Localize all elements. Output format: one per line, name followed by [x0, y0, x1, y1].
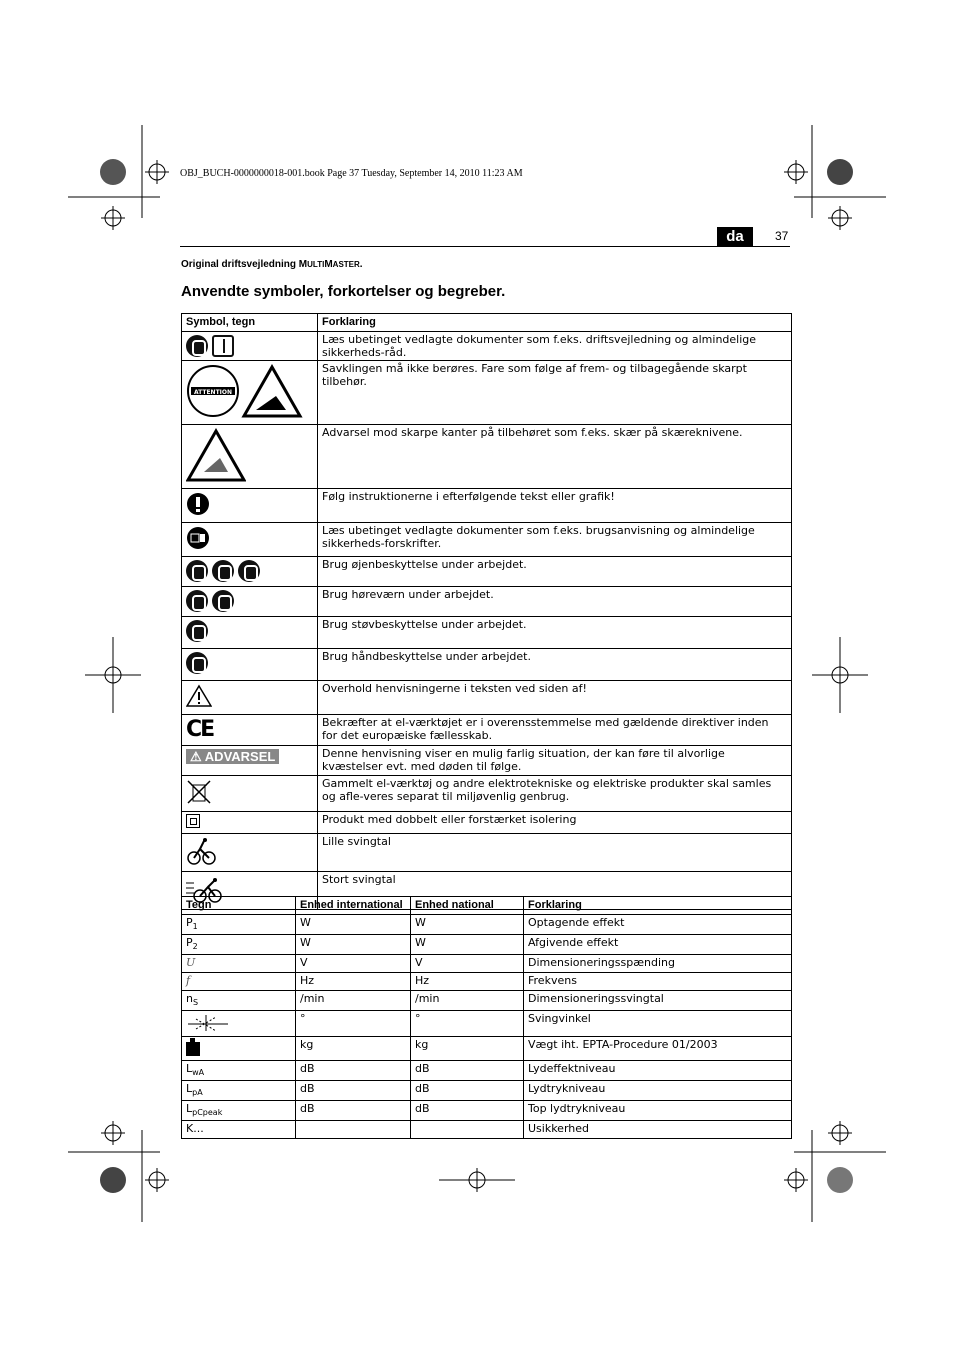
table-row: [182, 935, 792, 955]
table-header-row: [182, 897, 792, 915]
unit-national: W: [411, 935, 524, 955]
table-row: [182, 1011, 792, 1037]
symbol-subscript: 1: [192, 922, 198, 931]
symbol-subscript: 2: [192, 942, 198, 951]
language-badge: da: [717, 227, 753, 247]
column-header: Enhed national: [411, 897, 524, 915]
table-row: [182, 1061, 792, 1081]
svg-text:ATTENTION: ATTENTION: [193, 389, 233, 396]
unit-national: /min: [411, 991, 524, 1011]
brand-part: M: [324, 259, 333, 270]
explanation-cell: Læs ubetinget vedlagte dokumenter som f.eks. brugsanvisning og almindelige sikkerheds-forskrifter.: [318, 523, 792, 557]
symbol-text: L: [186, 1082, 193, 1095]
unit-national: [411, 1121, 524, 1139]
table-row: [182, 1101, 792, 1121]
unit-national: dB: [411, 1101, 524, 1121]
symbol-text: L: [186, 1062, 193, 1075]
dust-protection-icon: [186, 620, 208, 642]
goggles-icon: [212, 560, 234, 582]
explanation-cell: Produkt med dobbelt eller forstærket isolering: [318, 812, 792, 834]
double-insulation-icon: [186, 814, 200, 828]
unit-national: kg: [411, 1037, 524, 1061]
column-header: Tegn: [182, 897, 296, 915]
symbols-table: [181, 313, 792, 910]
explanation-cell: Savklingen må ikke berøres. Fare som følge af frem- og tilbagegående skarpt tilbehør.: [318, 361, 792, 425]
swing-angle-icon: [186, 1012, 230, 1032]
symbol-cell: [182, 1011, 296, 1037]
unit-international: [296, 1121, 411, 1139]
weight-icon: [186, 1042, 200, 1056]
table-row: [182, 332, 792, 361]
hand-protection-icon: [186, 652, 208, 674]
document-title: [181, 259, 363, 270]
sharp-edges-warning-icon: [186, 428, 246, 482]
explanation-cell: Brug håndbeskyttelse under arbejdet.: [318, 649, 792, 681]
advarsel-label: ⚠ ADVARSEL: [186, 749, 279, 764]
unit-national: dB: [411, 1081, 524, 1101]
table-row: [182, 746, 792, 776]
small-oscillation-icon: [186, 837, 216, 865]
table-row: [182, 812, 792, 834]
explanation-cell: Dimensioneringssvingtal: [524, 991, 792, 1011]
table-row: [182, 489, 792, 523]
explanation-cell: Brug høreværn under arbejdet.: [318, 587, 792, 617]
unit-international: kg: [296, 1037, 411, 1061]
ear-muffs-icon: [212, 590, 234, 612]
unit-international: °: [296, 1011, 411, 1037]
doc-title-main: Original driftsvejledning: [181, 259, 299, 270]
symbol-text: P: [186, 916, 193, 929]
symbol-cell: [182, 1061, 296, 1081]
table-row: [182, 955, 792, 973]
table-row: [182, 587, 792, 617]
column-header: Forklaring: [524, 897, 792, 915]
symbol-text: n: [186, 992, 193, 1005]
explanation-cell: Følg instruktionerne i efterfølgende tekst eller grafik!: [318, 489, 792, 523]
doc-title-end: .: [359, 259, 363, 270]
unit-international: V: [296, 955, 411, 973]
ce-mark-icon: CE: [186, 717, 214, 742]
unit-international: dB: [296, 1061, 411, 1081]
header-rule: [180, 246, 790, 247]
unit-national: V: [411, 955, 524, 973]
symbol-cell: [182, 955, 296, 973]
ear-protection-icon: [186, 590, 313, 612]
table-row: [182, 1121, 792, 1139]
explanation-cell: Bekræfter at el-værktøjet er i overensstemmelse med gældende direktiver inden for det europæiske fællesskab.: [318, 715, 792, 746]
unit-international: dB: [296, 1081, 411, 1101]
symbol-text: P: [186, 936, 193, 949]
advarsel-text: ADVARSEL: [204, 749, 276, 764]
instruction-icon: [186, 492, 210, 516]
symbol-text: U: [186, 956, 196, 969]
column-header: Enhed international: [296, 897, 411, 915]
column-header: Forklaring: [318, 314, 792, 332]
explanation-cell: Top lydtrykniveau: [524, 1101, 792, 1121]
unit-international: dB: [296, 1101, 411, 1121]
symbol-subscript: S: [192, 998, 199, 1007]
ear-muffs-icon: [186, 590, 208, 612]
explanation-cell: Gammelt el-værktøj og andre elektrotekniske og elektriske produkter skal samles og afle-veres separat til miljøvenlig genbrug.: [318, 776, 792, 812]
symbol-cell: [182, 991, 296, 1011]
explanation-cell: Lille svingtal: [318, 834, 792, 872]
table-row: [182, 915, 792, 935]
eye-protection-icon: [186, 560, 313, 582]
symbol-cell: K...: [182, 1121, 296, 1139]
table-row: [182, 523, 792, 557]
table-row: [182, 834, 792, 872]
explanation-cell: Afgivende effekt: [524, 935, 792, 955]
brand-part: M: [298, 259, 308, 270]
read-manual-icon: [186, 335, 208, 357]
table-row: [182, 557, 792, 587]
table-row: [182, 617, 792, 649]
explanation-cell: Stort svingtal: [318, 872, 792, 910]
table-row: [182, 715, 792, 746]
table-row: [182, 361, 792, 425]
print-info-line: OBJ_BUCH-0000000018-001.book Page 37 Tuesday, September 14, 2010 11:23 AM: [180, 168, 523, 179]
units-table: [181, 896, 792, 1139]
unit-international: W: [296, 935, 411, 955]
book-icon: [212, 335, 234, 357]
brand-part: ULTI: [307, 260, 325, 269]
explanation-cell: Lydeffektniveau: [524, 1061, 792, 1081]
symbol-subscript: pCpeak: [192, 1108, 223, 1117]
page-number: 37: [775, 229, 789, 243]
goggles-icon: [238, 560, 260, 582]
explanation-cell: Optagende effekt: [524, 915, 792, 935]
table-row: [182, 1081, 792, 1101]
explanation-cell: Brug øjenbeskyttelse under arbejdet.: [318, 557, 792, 587]
unit-international: /min: [296, 991, 411, 1011]
blade-warning-icon: [186, 364, 304, 418]
symbol-cell: [182, 915, 296, 935]
unit-national: Hz: [411, 973, 524, 991]
unit-international: Hz: [296, 973, 411, 991]
explanation-cell: Brug støvbeskyttelse under arbejdet.: [318, 617, 792, 649]
symbol-subscript: wA: [192, 1068, 205, 1077]
unit-national: dB: [411, 1061, 524, 1081]
explanation-cell: Læs ubetinget vedlagte dokumenter som f.eks. driftsvejledning og almindelige sikkerheds-råd.: [318, 332, 792, 361]
symbol-cell: [182, 973, 296, 991]
symbol-text: L: [186, 1102, 193, 1115]
table-row: [182, 681, 792, 715]
symbol-cell: [182, 1101, 296, 1121]
explanation-cell: Frekvens: [524, 973, 792, 991]
warning-triangle-icon: [186, 684, 212, 708]
table-row: [182, 425, 792, 489]
unit-international: W: [296, 915, 411, 935]
goggles-icon: [186, 560, 208, 582]
column-header: Symbol, tegn: [182, 314, 318, 332]
explanation-cell: Svingvinkel: [524, 1011, 792, 1037]
table-header-row: [182, 314, 792, 332]
explanation-cell: Usikkerhed: [524, 1121, 792, 1139]
documents-icon: [186, 526, 210, 550]
table-row: [182, 649, 792, 681]
explanation-cell: Vægt iht. EPTA-Procedure 01/2003: [524, 1037, 792, 1061]
explanation-cell: Dimensioneringsspænding: [524, 955, 792, 973]
brand-part: ASTER: [332, 260, 360, 269]
unit-national: °: [411, 1011, 524, 1037]
table-row: [182, 991, 792, 1011]
explanation-cell: Lydtrykniveau: [524, 1081, 792, 1101]
symbol-subscript: pA: [192, 1088, 203, 1097]
symbol-cell: [182, 1037, 296, 1061]
waste-bin-icon: [186, 779, 212, 805]
explanation-cell: Advarsel mod skarpe kanter på tilbehøret som f.eks. skær på skæreknivene.: [318, 425, 792, 489]
table-row: [182, 1037, 792, 1061]
table-row: [182, 776, 792, 812]
explanation-cell: Denne henvisning viser en mulig farlig situation, der kan føre til alvorlige kvæstelser evt. med døden til følge.: [318, 746, 792, 776]
section-title: Anvendte symboler, forkortelser og begreber.: [181, 283, 506, 300]
unit-national: W: [411, 915, 524, 935]
symbol-text: f: [186, 974, 191, 987]
symbol-cell: [182, 935, 296, 955]
symbol-cell: [182, 1081, 296, 1101]
table-row: [182, 973, 792, 991]
explanation-cell: Overhold henvisningerne i teksten ved siden af!: [318, 681, 792, 715]
